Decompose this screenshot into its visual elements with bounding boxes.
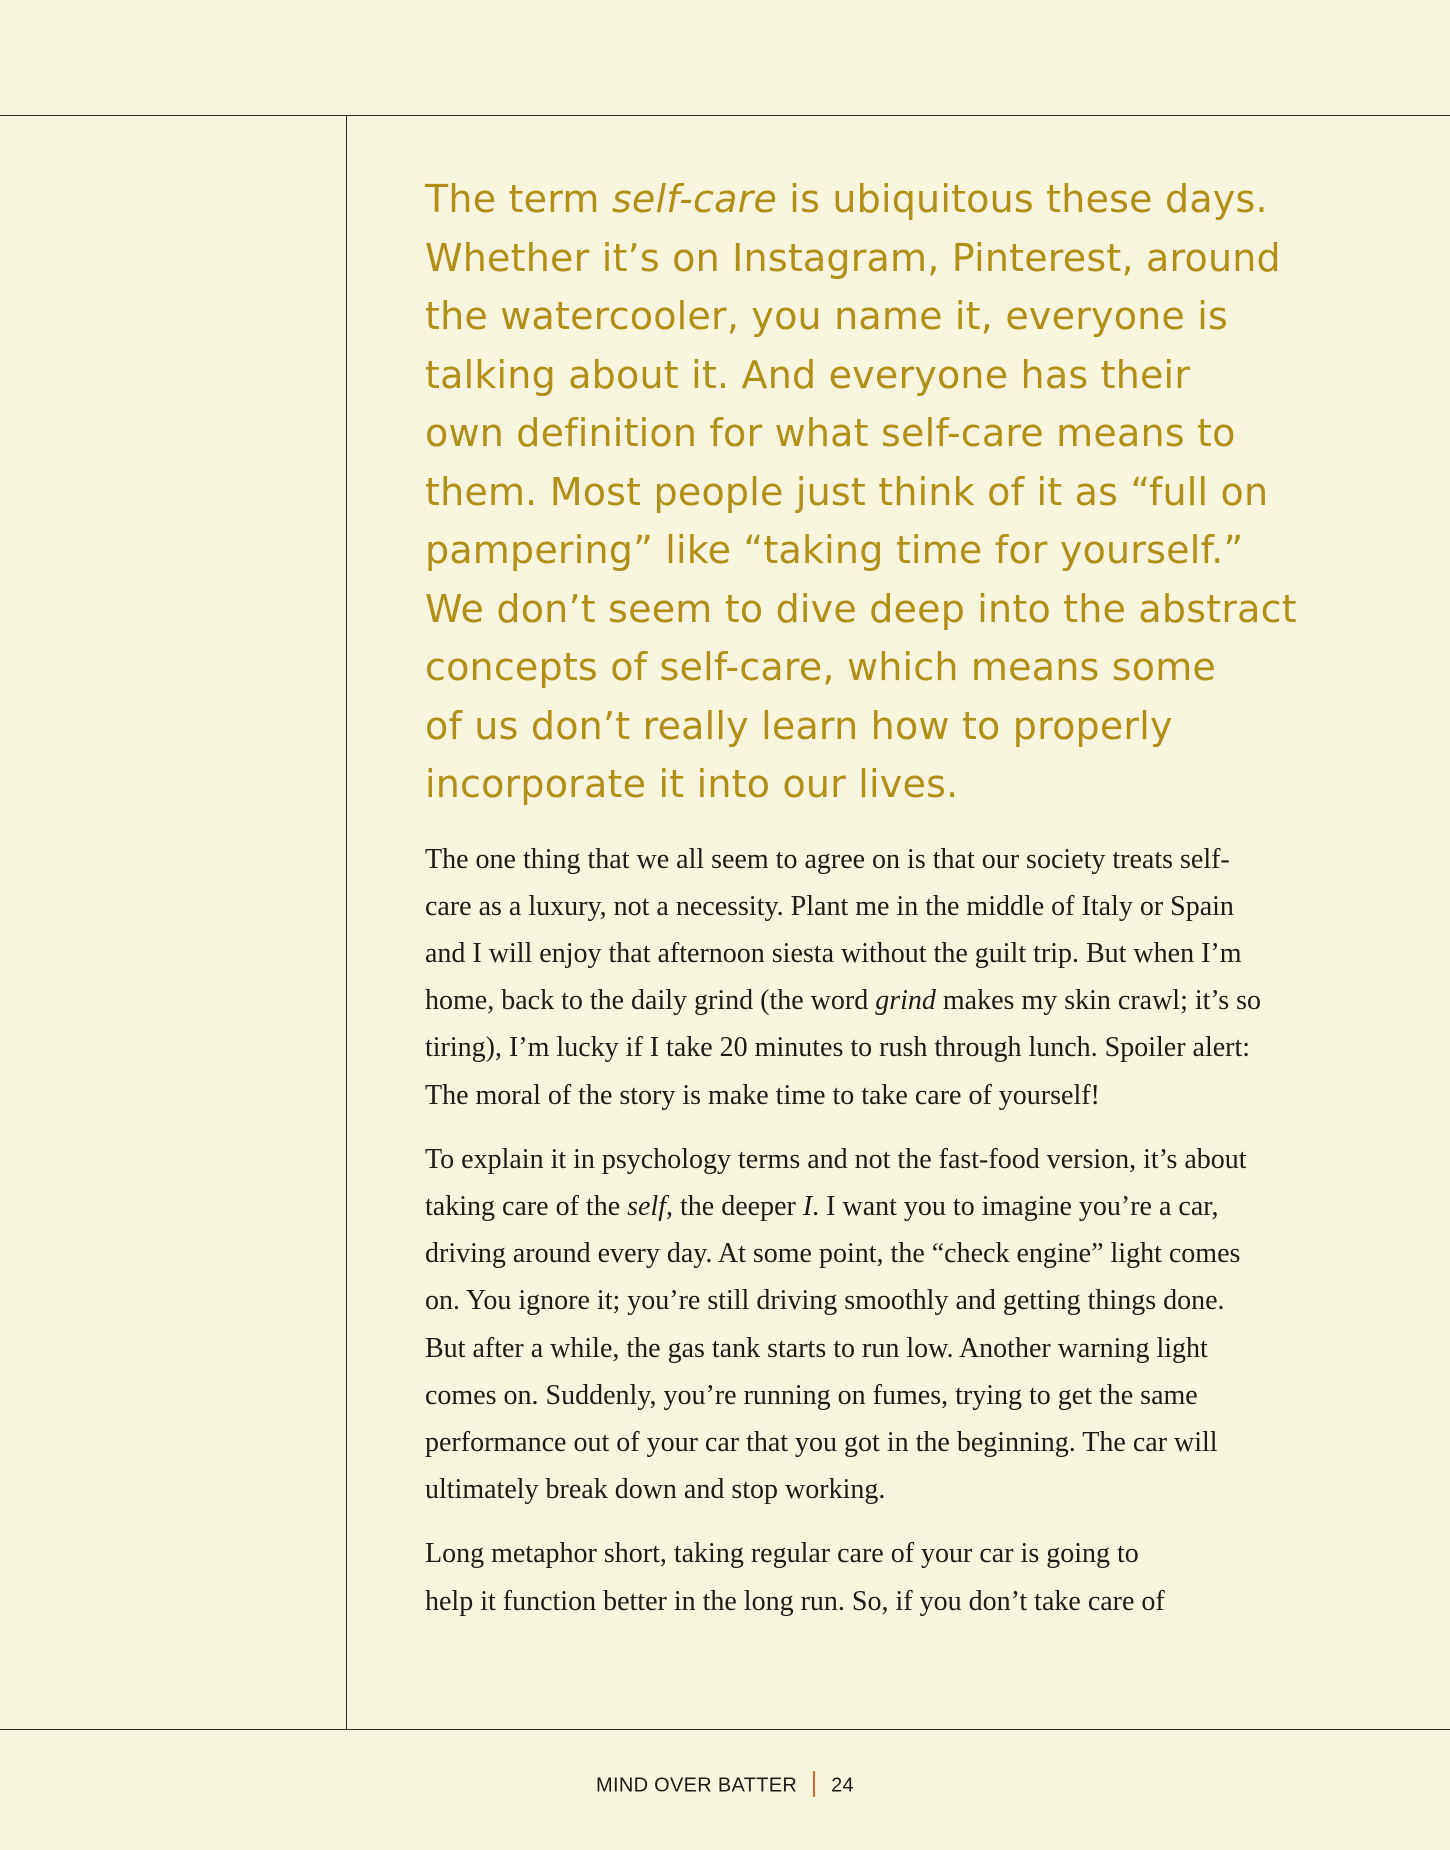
text-line [425,170,1345,229]
emphasized-word: I [802,1190,813,1222]
intro-paragraph [425,170,1345,814]
text-segment: The one thing that we all seem to agree on is that our society treats self- [425,843,1230,875]
text-segment: We don’t seem to dive deep into the abstract [425,586,1297,631]
page-number: 24 [831,1774,854,1797]
text-line [425,1136,1345,1183]
top-rule [0,115,1450,116]
text-line [425,755,1345,814]
text-line [425,404,1345,463]
text-segment: help it function better in the long run. So, if you don’t take care of [425,1585,1165,1617]
text-segment: on. You ignore it; you’re still driving smoothly and getting things done. [425,1285,1225,1317]
text-line [425,1183,1345,1230]
text-segment: driving around every day. At some point, the “check engine” light comes [425,1238,1241,1270]
text-line [425,1578,1345,1625]
text-segment: them. Most people just think of it as “full on [425,469,1269,514]
text-segment: and I will enjoy that afternoon siesta without the guilt trip. But when I’m [425,937,1242,969]
text-segment: makes my skin crawl; it’s so [935,985,1261,1017]
text-segment: The term [425,177,612,221]
text-line [425,580,1345,639]
emphasized-word: grind [875,985,936,1017]
text-line [425,287,1345,346]
text-line [425,930,1345,977]
body-paragraph [425,1530,1345,1624]
text-segment: the watercooler, you name it, everyone is [425,294,1229,338]
text-line [425,1230,1345,1277]
text-line [425,1466,1345,1513]
footer-separator [813,1771,815,1797]
text-segment: To explain it in psychology terms and not the fast-food version, it’s about [425,1143,1247,1175]
text-line [425,229,1345,288]
text-line [425,883,1345,930]
text-line [425,977,1345,1024]
text-segment: incorporate it into our lives. [425,762,959,806]
text-line [425,346,1345,405]
running-title: MIND OVER BATTER [596,1774,798,1797]
text-line [425,521,1345,580]
page-content [425,170,1345,1642]
text-line [425,836,1345,883]
text-segment: care as a luxury, not a necessity. Plant me in the middle of Italy or Spain [425,890,1234,922]
body-text [425,836,1345,1625]
text-segment: taking care of the [425,1190,628,1222]
text-segment: tiring), I’m lucky if I take 20 minutes to rush through lunch. Spoiler alert: [425,1032,1251,1064]
text-line [425,638,1345,697]
body-paragraph [425,1136,1345,1514]
text-segment: concepts of self-care, which means some [425,645,1217,689]
text-segment: talking about it. And everyone has their [425,352,1191,397]
text-segment: Whether it’s on Instagram, Pinterest, around [425,235,1281,280]
text-line [425,1277,1345,1324]
text-line [425,1072,1345,1119]
text-line [425,463,1345,522]
text-line [425,1325,1345,1372]
text-segment: ultimately break down and stop working. [425,1474,886,1506]
bottom-rule [0,1729,1450,1730]
text-line [425,1419,1345,1466]
text-segment: But after a while, the gas tank starts to run low. Another warning light [425,1332,1208,1364]
text-line [425,1372,1345,1419]
text-segment: own definition for what self-care means to [425,411,1236,455]
text-segment: comes on. Suddenly, you’re running on fumes, trying to get the same [425,1379,1198,1411]
emphasized-word: self-care [611,177,778,221]
left-margin-rule [346,115,347,1729]
text-line [425,697,1345,756]
text-segment: is ubiquitous these days. [777,177,1268,221]
text-segment: , the deeper [666,1190,803,1222]
text-segment: home, back to the daily grind (the word [425,985,876,1017]
text-segment: performance out of your car that you got in the beginning. The car will [425,1426,1218,1458]
body-paragraph [425,836,1345,1119]
emphasized-word: self [627,1190,667,1222]
text-line [425,1530,1345,1577]
page-footer [0,1773,1450,1799]
text-segment: The moral of the story is make time to take care of yourself! [425,1079,1100,1111]
text-segment: pampering” like “taking time for yourself.” [425,528,1244,572]
text-line [425,1024,1345,1071]
text-segment: of us don’t really learn how to properly [425,703,1173,748]
text-segment: . I want you to imagine you’re a car, [812,1190,1219,1222]
text-segment: Long metaphor short, taking regular care of your car is going to [425,1538,1139,1570]
